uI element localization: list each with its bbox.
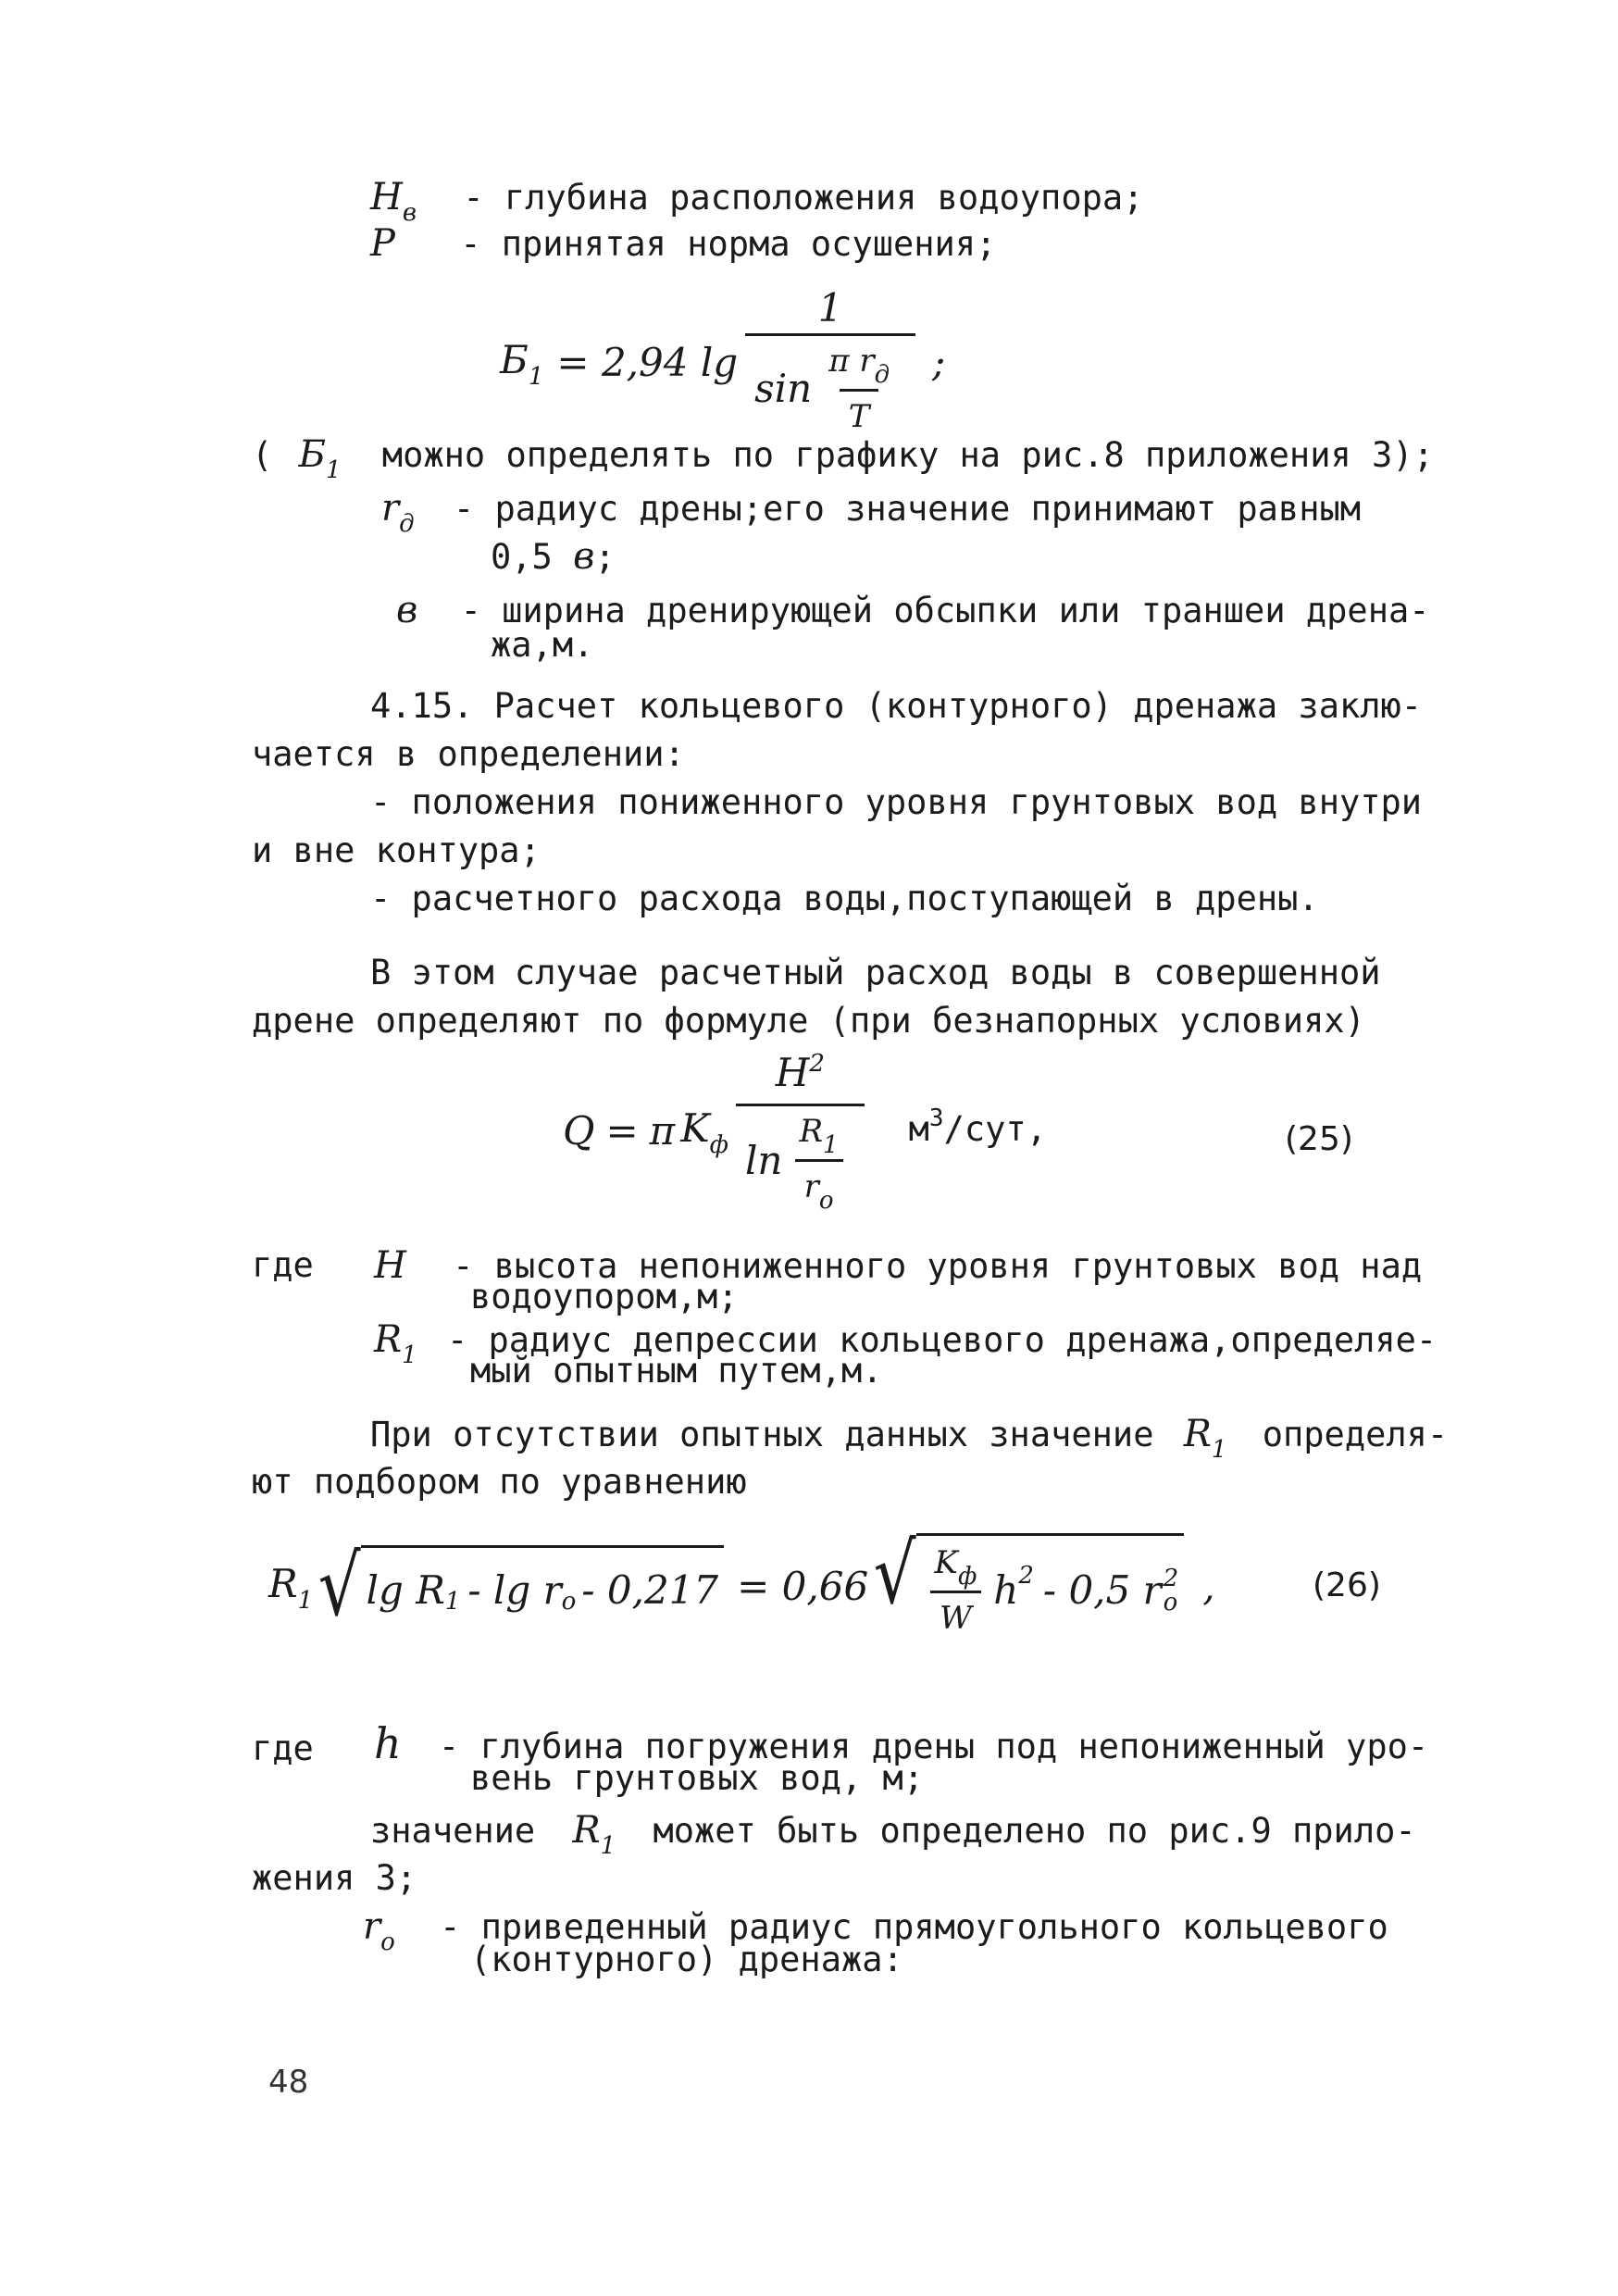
f26-sqrt1: [313, 1537, 724, 1635]
formula-b1: [500, 287, 945, 438]
formula-26: [268, 1526, 1215, 1640]
def-rd-line2: [491, 535, 616, 579]
symbol-rd: $r_д$: [381, 487, 415, 538]
where2-value-b: может быть определено по рис.9 прило-: [653, 1811, 1416, 1851]
where2-value-symbol: $R_1$: [572, 1809, 616, 1860]
f25-pi: π: [649, 1108, 676, 1154]
where1-h-line2: водоупором,м;: [470, 1277, 739, 1316]
b1-lhs: $Б_1$: [500, 336, 544, 391]
def-p: [370, 222, 996, 266]
f25-ln: ln: [745, 1137, 783, 1183]
para-absence-line1: [370, 1413, 1449, 1464]
def-p-text: - принятая норма осушения;: [460, 224, 997, 264]
where2-h-symbol: h: [374, 1718, 402, 1768]
para-415-line2: чается в определении:: [252, 734, 685, 774]
def-rd: [381, 487, 1362, 538]
where1-h-symbol: H: [374, 1244, 406, 1287]
para-absence-b: определя-: [1262, 1415, 1449, 1454]
f26-number: (26): [1313, 1566, 1381, 1604]
where1-h-line1: - высота непониженного уровня грунтовых вод над: [453, 1246, 1423, 1286]
where2-ro-line1: - приведенный радиус прямоугольного кольцевого: [440, 1907, 1388, 1947]
b1-den-num: π r: [828, 343, 875, 380]
where1-label: где: [252, 1245, 314, 1285]
note-b1-text: можно определять по графику на рис.8 приложения 3);: [381, 435, 1434, 475]
page-number: 48: [268, 2064, 309, 2101]
sqrt-icon: √: [317, 1537, 361, 1635]
def-rd-num: 0,5: [491, 537, 553, 577]
f26-eq: = 0,66: [737, 1563, 869, 1609]
sqrt-icon: √: [873, 1526, 916, 1623]
f25-num: $H^2$: [775, 1050, 825, 1095]
f26-sqrt2: [868, 1526, 1184, 1640]
note-b1-open: (: [252, 435, 273, 475]
where1-r1-line1: - радиус депрессии кольцевого дренажа,определяе-: [446, 1320, 1438, 1360]
item-2-line1: - расчетного расхода воды,поступающей в дрены.: [370, 879, 1319, 918]
f26-comma: ,: [1202, 1563, 1215, 1609]
f25-den-num: R: [799, 1113, 824, 1150]
symbol-v: в: [396, 589, 418, 631]
symbol-hv: $H_в$: [370, 176, 417, 227]
f25-den-fraction: $\frac{R_1}{r_o}$: [790, 1110, 847, 1211]
para-absence-symbol: $R_1$: [1183, 1413, 1227, 1464]
formula-25: [563, 1050, 1047, 1215]
b1-den-den: T: [840, 389, 879, 438]
f25-number: (25): [1285, 1120, 1353, 1158]
f26-lhs: $R_1$: [268, 1560, 314, 1615]
para-absence-line2: ют подбором по уравнению: [252, 1462, 747, 1502]
b1-den-fraction: $\frac{\pi r_д}{T}$: [819, 340, 899, 438]
item-1-line2: и вне контура;: [252, 830, 541, 870]
where2-h-line2: вень грунтовых вод, м;: [470, 1758, 925, 1798]
f26-fraction: $\frac{K_ф}{W}$: [926, 1541, 987, 1640]
where2-ro-symbol: $r_o$: [363, 1905, 395, 1956]
where1-r1-symbol: $R_1$: [374, 1318, 417, 1369]
where2-value-line2: жения 3;: [252, 1858, 417, 1898]
note-b1-symbol: $Б_1$: [298, 433, 342, 484]
def-rd-sym: в: [573, 535, 595, 578]
b1-den: [745, 333, 915, 438]
para-case-line1: В этом случае расчетный расход воды в совершенной: [370, 953, 1381, 992]
para-415-line1: 4.15. Расчет кольцевого (контурного) дренажа заклю-: [370, 686, 1423, 726]
where2-value-a: значение: [370, 1811, 536, 1851]
def-hv-text: - глубина расположения водоупора;: [463, 178, 1144, 218]
para-absence-a: При отсутствии опытных данных значение: [370, 1415, 1154, 1454]
f25-eq: =: [605, 1108, 639, 1154]
symbol-p: P: [370, 222, 395, 265]
para-case-line2: дрене определяют по формуле (при безнапорных условиях): [252, 1001, 1365, 1041]
f26-radicand2: $\frac{K_ф}{W}$ h 2 - 0,5 r 2 o: [916, 1533, 1185, 1640]
b1-eq: = 2,94 lg: [556, 339, 739, 385]
f25-k: $K_ф$: [680, 1105, 728, 1159]
where2-h-line1: - глубина погружения дрены под непониженный уро-: [438, 1727, 1429, 1766]
where2-label: где: [252, 1728, 314, 1768]
f25-den: [736, 1104, 865, 1215]
def-v-line2: жа,м.: [491, 625, 594, 665]
def-v-line1: - ширина дренирующей обсыпки или траншеи дрена-: [460, 591, 1430, 630]
f25-lhs: Q: [563, 1108, 595, 1154]
where2-value: [370, 1809, 1416, 1860]
b1-fraction: [745, 287, 915, 438]
b1-num: 1: [817, 285, 843, 331]
f25-den-den: r: [803, 1168, 819, 1205]
def-rd-tail: ;: [594, 537, 616, 577]
item-1-line1: - положения пониженного уровня грунтовых вод внутри: [370, 782, 1423, 822]
def-hv: [370, 176, 1144, 227]
f25-units: $м^3$/сут,: [908, 1104, 1047, 1149]
b1-sin: sin: [754, 366, 813, 411]
f25-fraction: [736, 1050, 865, 1215]
where1-r1-line2: мый опытным путем,м.: [470, 1351, 883, 1391]
where2-ro-line2: (контурного) дренажа:: [470, 1940, 903, 1979]
note-b1: [252, 433, 1434, 484]
b1-tail: ;: [932, 339, 946, 385]
f26-radicand1: lg R 1 - lg r o - 0,217: [361, 1545, 725, 1628]
def-rd-line1: - радиус дрены;его значение принимают равным: [453, 489, 1362, 529]
